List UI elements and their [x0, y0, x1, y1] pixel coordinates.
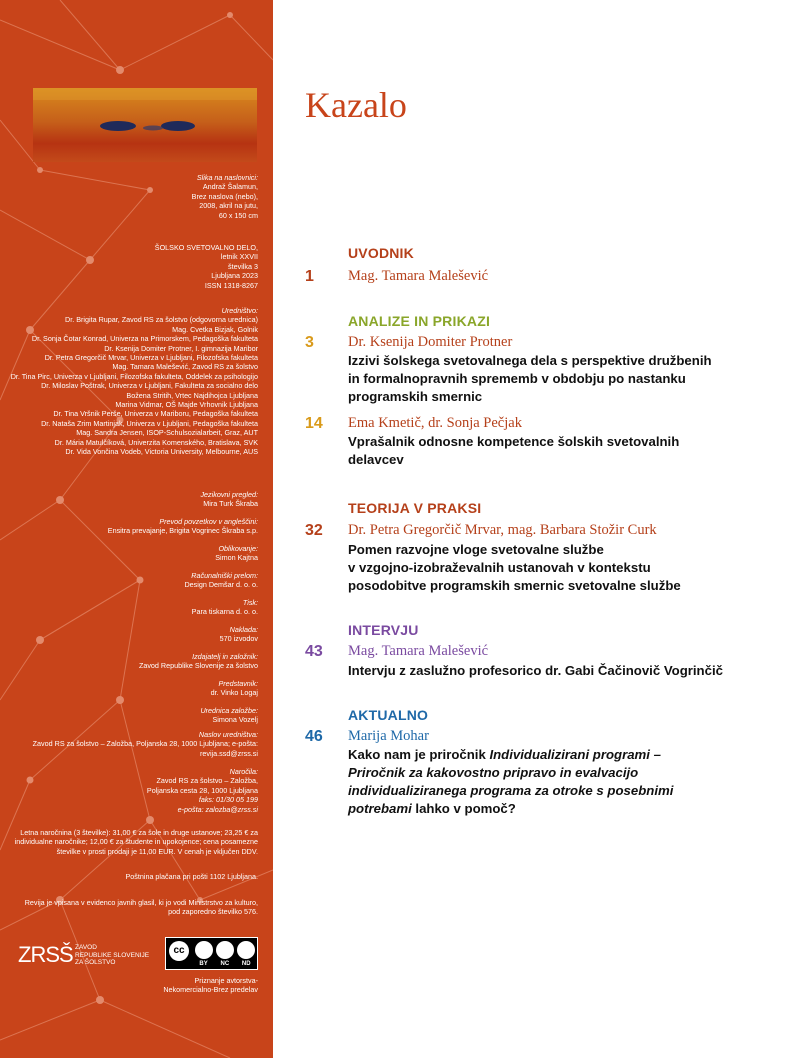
- section-heading: TEORIJA V PRAKSI: [348, 500, 482, 516]
- colophon-line: Oblikovanje:: [218, 544, 258, 553]
- colophon-line: Dr. Sonja Čotar Konrad, Univerza na Primorskem, Pedagoška fakulteta: [31, 334, 258, 344]
- entry-title-fragment: Individualizirani programi –: [489, 747, 661, 762]
- colophon-line: Mira Turk Škraba: [203, 499, 258, 509]
- colophon-block: [8, 306, 258, 457]
- colophon-line: Izdajatelj in založnik:: [192, 652, 258, 661]
- colophon-block: [8, 679, 258, 698]
- colophon-sidebar: [0, 0, 273, 1058]
- colophon-line: individualne naročnike; 12,00 € za študente in upokojence; cena posamezne: [14, 837, 258, 847]
- section-heading: ANALIZE IN PRIKAZI: [348, 313, 491, 329]
- entry-title-line: Intervju z zaslužno profesorico dr. Gabi Čačinovič Vogrinčič: [348, 663, 723, 678]
- colophon-line: Design Demšar d. o. o.: [184, 580, 258, 590]
- entry-title: [348, 433, 679, 469]
- colophon-line: ISSN 1318-8267: [204, 280, 258, 290]
- colophon-line: Dr. Brigita Rupar, Zavod RS za šolstvo (odgovorna urednica): [65, 315, 258, 325]
- colophon-line: 570 izvodov: [219, 634, 258, 644]
- cc-license-badge: [165, 937, 258, 970]
- entry-title: [348, 352, 712, 406]
- entry-author: Mag. Tamara Malešević: [348, 268, 489, 284]
- zrss-logo: [18, 942, 158, 972]
- cc-by-label: BY: [199, 961, 208, 967]
- colophon-line: Božena Stritih, Vrtec Najdihojca Ljubljana: [126, 390, 258, 400]
- page-number: 46: [305, 728, 323, 745]
- colophon-line: Uredništvo:: [221, 306, 258, 315]
- colophon-line: ŠOLSKO SVETOVALNO DELO,: [154, 243, 258, 252]
- colophon-line: Predstavnik:: [218, 679, 258, 688]
- colophon-line: Mag. Tamara Malešević, Zavod RS za šolstvo: [112, 362, 258, 372]
- colophon-line: Slika na naslovnici:: [196, 173, 258, 182]
- colophon-line: Dr. Ksenija Domiter Protner, I. gimnazija Maribor: [104, 343, 258, 353]
- entry-author: Dr. Petra Gregorčič Mrvar, mag. Barbara Stožir Curk: [348, 522, 657, 538]
- entry-title-line: programskih smernic: [348, 389, 483, 404]
- colophon-line: Dr. Nataša Zrim Martinjak, Univerza v Ljubljani, Pedagoška fakulteta: [41, 418, 258, 428]
- colophon-line: Letna naročnina (3 številke): 31,00 € za šole in druge ustanove; 23,25 € za: [20, 828, 258, 837]
- entry-title-line: Vprašalnik odnosne kompetence šolskih svetovalnih: [348, 434, 680, 449]
- colophon-line: Mag. Cvetka Bizjak, Golnik: [172, 324, 258, 334]
- entry-title-fragment: individualiziranega programa za otroke s posebnimi: [348, 783, 674, 798]
- entry-title-fragment: Priročnik za kakovostno pripravo in evalvacijo: [348, 765, 639, 780]
- colophon-line: Marina Vidmar, OŠ Majde Vrhovnik Ljubljana: [115, 400, 258, 410]
- colophon-line: dr. Vinko Logaj: [210, 688, 258, 698]
- page-number: 1: [305, 268, 314, 285]
- colophon-line: Ensitra prevajanje, Brigita Vogrinec Škraba s.p.: [107, 526, 258, 536]
- entry-title-line: [348, 800, 673, 818]
- colophon-line: pod zaporedno številko 576.: [168, 907, 258, 917]
- colophon-block: [8, 625, 258, 644]
- colophon-block: [8, 898, 258, 917]
- colophon-line: 60 x 150 cm: [218, 210, 258, 220]
- section-heading: AKTUALNO: [348, 707, 429, 723]
- entry-author: Dr. Ksenija Domiter Protner: [348, 334, 513, 350]
- colophon-line: Poštnina plačana pri pošti 1102 Ljubljana.: [125, 872, 258, 881]
- entry-title-line: delavcev: [348, 452, 404, 467]
- colophon-block: [8, 706, 258, 725]
- colophon-line: Poljanska cesta 28, 1000 Ljubljana: [146, 785, 258, 795]
- zrss-mark: ZRSŠ: [18, 942, 73, 967]
- colophon-block: [8, 490, 258, 509]
- page-number: 43: [305, 643, 323, 660]
- page-number: 14: [305, 415, 323, 432]
- colophon-line: letnik XXVII: [220, 252, 258, 262]
- colophon-block: [8, 173, 258, 220]
- cc-nc-label: NC: [220, 961, 230, 967]
- colophon-line: Naslov uredništva:: [198, 730, 258, 739]
- colophon-block: [8, 571, 258, 590]
- section-heading: UVODNIK: [348, 245, 414, 261]
- colophon-line: Dr. Tina Vršnik Perše, Univerza v Mariboru, Pedagoška fakulteta: [53, 409, 258, 419]
- entry-title-line: [348, 782, 673, 800]
- colophon-line: Dr. Petra Gregorčič Mrvar, Univerza v Ljubljani, Filozofska fakulteta: [44, 353, 258, 363]
- colophon-line: Brez naslova (nebo),: [191, 191, 258, 201]
- entry-title-fragment: lahko v pomoč?: [411, 801, 516, 816]
- colophon-line: Dr. Miloslav Poštrak, Univerza v Ljubljani, Fakulteta za socialno delo: [41, 381, 258, 391]
- colophon-line: Naročila:: [229, 767, 258, 776]
- colophon-line: Ljubljana 2023: [211, 271, 258, 281]
- page-title: Kazalo: [305, 85, 407, 125]
- colophon-line: Andraž Šalamun,: [202, 182, 258, 192]
- entry-title-fragment: Kako nam je priročnik: [348, 747, 490, 762]
- logo-line-3: ZA ŠOLSTVO: [75, 959, 116, 966]
- colophon-line: Jezikovni pregled:: [200, 490, 258, 499]
- colophon-line: Naklada:: [229, 625, 258, 634]
- section-heading: INTERVJU: [348, 622, 419, 638]
- entry-author: Ema Kmetič, dr. Sonja Pečjak: [348, 415, 522, 431]
- page-number: 3: [305, 334, 314, 351]
- entry-title-line: Izzivi šolskega svetovalnega dela s perspektive družbenih: [348, 353, 712, 368]
- nd-icon: [237, 941, 255, 959]
- colophon-block: [8, 652, 258, 671]
- colophon-line: e-pošta: zalozba@zrss.si: [177, 804, 258, 814]
- colophon-block: [8, 828, 258, 856]
- colophon-block: [8, 730, 258, 758]
- colophon-line: Simona Vozelj: [212, 715, 258, 725]
- colophon-block: [8, 872, 258, 881]
- colophon-line: Simon Kajtna: [215, 553, 258, 563]
- logo-line-2: REPUBLIKE SLOVENIJE: [75, 951, 150, 959]
- colophon-line: Računalniški prelom:: [191, 571, 258, 580]
- entry-title: [348, 746, 673, 818]
- colophon-block: [8, 598, 258, 617]
- colophon-line: Prevod povzetkov v angleščini:: [159, 517, 258, 526]
- colophon-line: revija.ssd@zrss.si: [199, 748, 258, 758]
- colophon-line: Dr. Tina Pirc, Univerza v Ljubljani, Filozofska fakulteta, Oddelek za psihologijo: [10, 371, 258, 381]
- entry-title-line: [348, 764, 673, 782]
- colophon-line: številke v prosti prodaji je 11,00 EUR. V cenah je vključen DDV.: [56, 846, 258, 856]
- entry-title: [348, 662, 723, 680]
- colophon-line: številka 3: [228, 261, 258, 271]
- colophon-block: [8, 517, 258, 536]
- cc-icon: cc: [169, 941, 189, 961]
- colophon-line: Revija je vpisana v evidenco javnih glasil, ki jo vodi Ministrstvo za kulturo,: [24, 898, 258, 907]
- colophon-block: [8, 243, 258, 290]
- entry-title-fragment: potrebami: [348, 801, 412, 816]
- colophon-block: [8, 767, 258, 814]
- entry-title-line: posodobitve programskih smernic svetovalne službe: [348, 578, 681, 593]
- colophon-line: Tisk:: [242, 598, 258, 607]
- entry-title-line: Pomen razvojne vloge svetovalne službe: [348, 542, 604, 557]
- entry-title-line: v vzgojno-izobraževalnih ustanovah v kontekstu: [348, 560, 651, 575]
- nc-icon: [216, 941, 234, 959]
- colophon-line: Para tiskarna d. o. o.: [191, 607, 258, 617]
- painting-image: [33, 88, 257, 162]
- entry-title-line: in formalnopravnih sprememb v obdobju po nastanku: [348, 371, 686, 386]
- entry-author: Marija Mohar: [348, 728, 429, 744]
- by-icon: [195, 941, 213, 959]
- license-line-2: Nekomercialno-Brez predelav: [163, 985, 258, 995]
- license-line-1: Priznanje avtorstva-: [194, 976, 258, 985]
- colophon-line: Zavod RS za šolstvo – Založba, Poljanska 28, 1000 Ljubljana; e-pošta:: [32, 739, 258, 749]
- cover-painting: [33, 88, 257, 162]
- page-number: 32: [305, 522, 323, 539]
- cc-nd-label: ND: [241, 961, 251, 967]
- colophon-line: Dr. Mária Matulčíková, Univerzita Komenského, Bratislava, SVK: [54, 437, 258, 447]
- entry-title-line: [348, 746, 673, 764]
- colophon-line: Urednica založbe:: [200, 706, 258, 715]
- colophon-line: Zavod Republike Slovenije za šolstvo: [138, 661, 258, 671]
- colophon-line: 2008, akril na jutu,: [199, 201, 258, 211]
- colophon-block: [8, 544, 258, 563]
- entry-title: [348, 541, 681, 595]
- entry-author: Mag. Tamara Malešević: [348, 643, 489, 659]
- colophon-line: Zavod RS za šolstvo – Založba,: [156, 776, 258, 786]
- logo-line-1: ZAVOD: [75, 944, 97, 951]
- colophon-line: Dr. Vida Vončina Vodeb, Victoria University, Melbourne, AUS: [65, 447, 258, 457]
- colophon-line: faks: 01/30 05 199: [198, 795, 258, 805]
- colophon-line: Mag. Sandra Jensen, ISOP-Schulsozialarbeit, Graz, AUT: [76, 428, 258, 438]
